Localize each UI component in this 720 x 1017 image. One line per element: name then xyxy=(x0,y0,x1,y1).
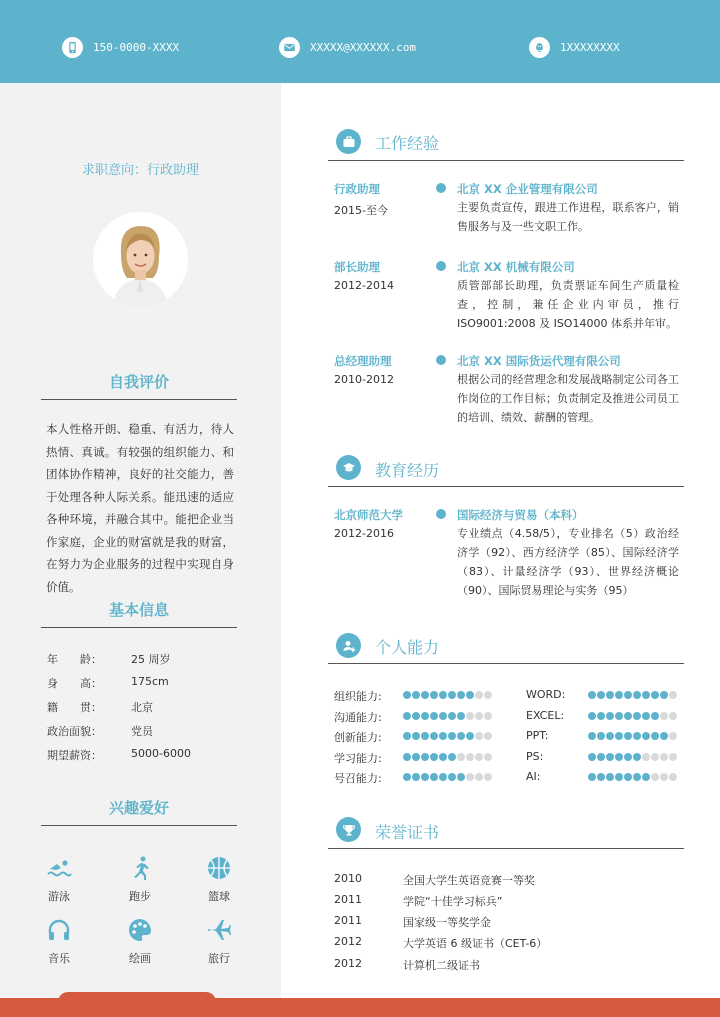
skills-title: 个人能力 xyxy=(375,638,440,657)
skill-label: 沟通能力: xyxy=(334,710,382,724)
skill-dot xyxy=(439,753,447,761)
graduation-cap-icon xyxy=(336,455,361,480)
skill-dot xyxy=(475,753,483,761)
honor-year: 2011 xyxy=(334,893,362,906)
divider xyxy=(328,160,684,161)
honor-year: 2011 xyxy=(334,914,362,927)
divider xyxy=(328,486,684,487)
hobby-music xyxy=(29,916,89,966)
footer-bar-tab xyxy=(58,992,216,1006)
info-value: 5000-6000 xyxy=(131,747,191,760)
skill-dot xyxy=(439,732,447,740)
honor-text: 计算机二级证书 xyxy=(403,959,480,972)
skill-dot xyxy=(430,732,438,740)
job-date: 2015-至今 xyxy=(334,204,388,217)
skill-dot xyxy=(439,773,447,781)
skill-dot xyxy=(606,712,614,720)
skill-dot xyxy=(597,732,605,740)
skill-dot xyxy=(403,732,411,740)
honors-title: 荣誉证书 xyxy=(375,823,440,842)
skill-level-bar xyxy=(588,753,677,761)
qq-text: 1XXXXXXXX xyxy=(560,40,620,54)
divider xyxy=(41,627,237,628)
job-date: 2010-2012 xyxy=(334,373,394,386)
skill-dot xyxy=(669,773,677,781)
headphones-icon xyxy=(29,916,89,944)
skill-dot xyxy=(633,732,641,740)
job-desc: 质管部部长助理，负责票证车间生产质量检查，控制，兼任企业内审员，推行 ISO9001:2008 及 ISO14000 体系并年审。 xyxy=(457,279,679,330)
skill-dot xyxy=(403,753,411,761)
skill-dot xyxy=(430,773,438,781)
hobby-running xyxy=(110,854,170,904)
info-value: 党员 xyxy=(131,725,153,738)
school-name: 北京师范大学 xyxy=(334,508,403,522)
skill-dot xyxy=(660,712,668,720)
skill-label: 组织能力: xyxy=(334,690,382,703)
timeline-dot xyxy=(436,183,446,193)
skill-dot xyxy=(430,691,438,699)
company-name: 北京 XX 国际货运代理有限公司 xyxy=(457,354,621,368)
skill-dot xyxy=(466,732,474,740)
briefcase-icon xyxy=(336,129,361,154)
skill-dot xyxy=(448,753,456,761)
skill-dot xyxy=(660,732,668,740)
skill-dot xyxy=(651,732,659,740)
skill-level-bar xyxy=(403,753,492,761)
skill-dot xyxy=(403,691,411,699)
skill-dot xyxy=(412,773,420,781)
info-value: 175cm xyxy=(131,675,169,688)
trophy-icon xyxy=(336,817,361,842)
skill-level-bar xyxy=(588,691,677,699)
skill-dot xyxy=(421,712,429,720)
skill-dot xyxy=(448,712,456,720)
hobbies-title: 兴趣爱好 xyxy=(108,799,169,817)
skill-level-bar xyxy=(403,773,492,781)
skill-dot xyxy=(642,773,650,781)
skill-dot xyxy=(466,712,474,720)
skill-dot xyxy=(624,773,632,781)
skill-dot xyxy=(475,773,483,781)
user-add-icon xyxy=(336,633,361,658)
skill-dot xyxy=(615,691,623,699)
phone-icon xyxy=(62,37,83,58)
skill-dot xyxy=(606,691,614,699)
skill-dot xyxy=(475,712,483,720)
skill-dot xyxy=(484,732,492,740)
skill-dot xyxy=(421,691,429,699)
hobby-label: 篮球 xyxy=(208,890,230,903)
job-desc: 主要负责宣传，跟进工作进程，联系客户，销售服务与及一些文职工作。 xyxy=(457,201,679,233)
skill-level-bar xyxy=(588,773,677,781)
skill-dot xyxy=(615,732,623,740)
honor-text: 学院“十佳学习标兵” xyxy=(403,895,503,908)
skill-label: EXCEL: xyxy=(526,708,565,722)
skill-dot xyxy=(642,712,650,720)
hobby-label: 旅行 xyxy=(208,952,230,965)
job-date: 2012-2014 xyxy=(334,279,394,292)
company-name: 北京 XX 机械有限公司 xyxy=(457,260,575,274)
skill-dot xyxy=(430,753,438,761)
qq-icon xyxy=(529,37,550,58)
skill-dot xyxy=(615,773,623,781)
skill-dot xyxy=(403,712,411,720)
skill-dot xyxy=(439,691,447,699)
palette-icon xyxy=(110,916,170,944)
honor-year: 2010 xyxy=(334,872,362,885)
timeline-dot xyxy=(436,261,446,271)
honor-text: 国家级一等奖学金 xyxy=(403,916,491,929)
skill-dot xyxy=(669,732,677,740)
skill-dot xyxy=(633,691,641,699)
skill-dot xyxy=(484,773,492,781)
skill-dot xyxy=(660,753,668,761)
skill-dot xyxy=(412,732,420,740)
skill-dot xyxy=(669,712,677,720)
skill-dot xyxy=(615,712,623,720)
job-title: 部长助理 xyxy=(334,260,380,274)
skill-dot xyxy=(475,691,483,699)
self-eval-text: 本人性格开朗、稳重、有活力，待人热情、真诚。有较强的组织能力、和团体协作精神，良好的社交能力，善于处理各种人际关系。能迅速的适应各种环境，并融合其中。能把企业当作家庭，企业的财富就是我的财富，在努力为企业服务的过程中实现自身价值。 xyxy=(46,422,234,594)
skill-dot xyxy=(588,691,596,699)
skill-dot xyxy=(651,691,659,699)
job-desc: 根据公司的经营理念和发展战略制定公司各工作岗位的工作目标；负责制定及推进公司员工的培训、绩效、薪酬的管理。 xyxy=(457,373,679,424)
skill-label: 号召能力: xyxy=(334,772,382,785)
airplane-icon xyxy=(189,916,249,944)
info-row-salary xyxy=(47,747,191,767)
skill-level-bar xyxy=(588,732,677,740)
skill-dot xyxy=(642,753,650,761)
skill-dot xyxy=(448,773,456,781)
skill-dot xyxy=(403,773,411,781)
skill-level-bar xyxy=(403,732,492,740)
info-row-political xyxy=(47,723,153,743)
skill-label: 创新能力: xyxy=(334,731,382,744)
skill-dot xyxy=(421,732,429,740)
skill-dot xyxy=(633,712,641,720)
work-title: 工作经验 xyxy=(375,134,440,153)
skill-dot xyxy=(466,753,474,761)
info-row-hometown xyxy=(47,699,153,719)
skill-dot xyxy=(606,753,614,761)
skill-dot xyxy=(412,712,420,720)
skill-dot xyxy=(457,691,465,699)
hobby-basketball xyxy=(189,854,249,904)
skill-dot xyxy=(624,732,632,740)
skill-level-bar xyxy=(403,691,492,699)
company-name: 北京 XX 企业管理有限公司 xyxy=(457,182,598,196)
skill-dot xyxy=(660,773,668,781)
education-title: 教育经历 xyxy=(375,461,440,480)
skill-dot xyxy=(475,732,483,740)
info-key: 年 龄： xyxy=(47,653,102,666)
divider xyxy=(328,848,684,849)
email-contact xyxy=(279,36,416,58)
skill-dot xyxy=(439,712,447,720)
skill-dot xyxy=(633,753,641,761)
honor-year: 2012 xyxy=(334,935,362,948)
skill-dot xyxy=(651,753,659,761)
divider xyxy=(41,399,237,400)
skill-dot xyxy=(669,753,677,761)
phone-contact xyxy=(62,36,179,58)
divider xyxy=(41,825,237,826)
info-key: 期望薪资： xyxy=(47,749,102,762)
skill-dot xyxy=(421,773,429,781)
skill-dot xyxy=(588,773,596,781)
skill-label: PS: xyxy=(526,749,544,763)
info-value: 25 周岁 xyxy=(131,653,171,666)
skill-label: AI: xyxy=(526,770,541,783)
skill-dot xyxy=(421,753,429,761)
skill-level-bar xyxy=(403,712,492,720)
email-text: XXXXX@XXXXXX.com xyxy=(310,40,416,54)
running-icon xyxy=(110,854,170,882)
skill-dot xyxy=(606,773,614,781)
self-eval-title: 自我评价 xyxy=(108,373,169,391)
skill-dot xyxy=(633,773,641,781)
skill-dot xyxy=(597,691,605,699)
hobby-label: 绘画 xyxy=(129,952,151,965)
swimming-icon xyxy=(29,854,89,882)
job-intent: 求职意向：行政助理 xyxy=(81,163,199,178)
skill-dot xyxy=(660,691,668,699)
skill-label: WORD: xyxy=(526,688,566,701)
job-title: 行政助理 xyxy=(334,182,380,196)
skill-dot xyxy=(642,732,650,740)
skill-dot xyxy=(642,691,650,699)
basketball-icon xyxy=(189,854,249,882)
skill-dot xyxy=(597,753,605,761)
info-row-age xyxy=(47,651,171,671)
hobby-label: 跑步 xyxy=(129,890,151,903)
skill-dot xyxy=(457,732,465,740)
skill-dot xyxy=(466,773,474,781)
skill-dot xyxy=(412,691,420,699)
skill-dot xyxy=(624,753,632,761)
skill-dot xyxy=(651,712,659,720)
hobby-label: 游泳 xyxy=(48,890,70,903)
phone-text: 150-0000-XXXX xyxy=(93,40,180,54)
hobby-painting xyxy=(110,916,170,966)
honor-year: 2012 xyxy=(334,957,362,970)
skill-dot xyxy=(484,691,492,699)
info-key: 身 高： xyxy=(47,677,102,690)
skill-dot xyxy=(412,753,420,761)
skill-dot xyxy=(457,773,465,781)
skill-dot xyxy=(448,691,456,699)
skill-dot xyxy=(588,753,596,761)
skill-dot xyxy=(597,712,605,720)
info-key: 籍 贯： xyxy=(47,701,102,714)
qq-contact xyxy=(529,36,620,58)
honor-text: 全国大学生英语竞赛一等奖 xyxy=(403,874,535,887)
skill-dot xyxy=(484,753,492,761)
skill-dot xyxy=(669,691,677,699)
hobby-label: 音乐 xyxy=(48,952,70,965)
skill-dot xyxy=(457,753,465,761)
skill-level-bar xyxy=(588,712,677,720)
skill-dot xyxy=(597,773,605,781)
info-value: 北京 xyxy=(131,701,153,714)
skill-label: PPT: xyxy=(526,729,549,742)
skill-dot xyxy=(430,712,438,720)
basic-info-title: 基本信息 xyxy=(108,601,169,619)
skill-dot xyxy=(588,732,596,740)
timeline-dot xyxy=(436,509,446,519)
hobby-swimming xyxy=(29,854,89,904)
job-title: 总经理助理 xyxy=(334,354,392,368)
skill-dot xyxy=(624,712,632,720)
avatar xyxy=(93,212,188,307)
divider xyxy=(328,663,684,664)
major-name: 国际经济与贸易（本科） xyxy=(457,508,584,522)
skill-dot xyxy=(466,691,474,699)
mail-icon xyxy=(279,37,300,58)
timeline-dot xyxy=(436,355,446,365)
hobby-travel xyxy=(189,916,249,966)
honor-text: 大学英语 6 级证书（CET-6） xyxy=(403,937,548,950)
education-desc: 专业绩点（4.58/5），专业排名（5）政治经济学（92）、西方经济学（85）、国际经济学（83）、计量经济学（93）、世界经济概论（90）、国际贸易理论与实务（95） xyxy=(457,527,679,597)
skill-dot xyxy=(651,773,659,781)
skill-dot xyxy=(606,732,614,740)
info-key: 政治面貌： xyxy=(47,725,102,738)
skill-dot xyxy=(484,712,492,720)
skill-dot xyxy=(448,732,456,740)
skill-dot xyxy=(615,753,623,761)
skill-dot xyxy=(588,712,596,720)
school-date: 2012-2016 xyxy=(334,527,394,540)
skill-dot xyxy=(457,712,465,720)
skill-dot xyxy=(624,691,632,699)
skill-label: 学习能力: xyxy=(334,751,382,765)
info-row-height xyxy=(47,675,169,695)
